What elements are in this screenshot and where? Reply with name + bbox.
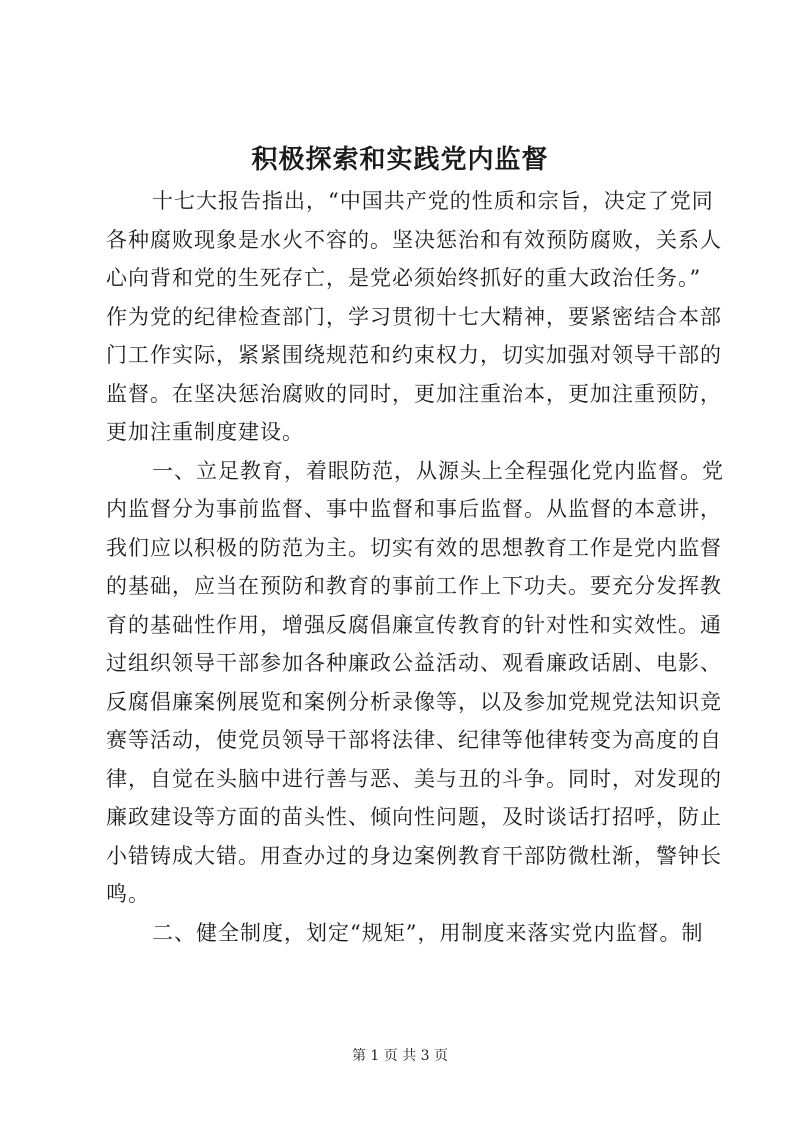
text-line: 律，自觉在头脑中进行善与恶、美与丑的斗争。同时，对发现的 xyxy=(106,766,722,791)
text-line: 的基础，应当在预防和教育的事前工作上下功夫。要充分发挥教 xyxy=(106,574,722,598)
paragraph-intro xyxy=(106,182,722,452)
text-line: 各种腐败现象是水火不容的。坚决惩治和有效预防腐败，关系人 xyxy=(106,227,722,252)
page-footer: 第 1 页 共 3 页 xyxy=(351,1048,449,1064)
text-line: 过组织领导干部参加各种廉政公益活动、观看廉政话剧、电影、 xyxy=(106,651,722,675)
text-line: 育的基础性作用，增强反腐倡廉宣传教育的针对性和实效性。通 xyxy=(106,612,722,637)
text-line: 廉政建设等方面的苗头性、倾向性问题，及时谈话打招呼，防止 xyxy=(106,805,722,829)
text-line: 一、立足教育，着眼防范，从源头上全程强化党内监督。党 xyxy=(152,458,724,483)
text-line: 作为党的纪律检查部门，学习贯彻十七大精神，要紧密结合本部 xyxy=(106,304,722,329)
text-line: 赛等活动，使党员领导干部将法律、纪律等他律转变为高度的自 xyxy=(106,728,722,752)
document-body xyxy=(106,182,724,952)
text-line: 门工作实际，紧紧围绕规范和约束权力，切实加强对领导干部的 xyxy=(106,343,722,367)
text-line: 内监督分为事前监督、事中监督和事后监督。从监督的本意讲， xyxy=(106,497,722,521)
text-line: 十七大报告指出，“中国共产党的性质和宗旨，决定了党同 xyxy=(152,189,714,213)
text-line: 我们应以积极的防范为主。切实有效的思想教育工作是党内监督 xyxy=(106,535,722,560)
paragraph-section-two xyxy=(106,914,706,953)
text-line: 小错铸成大错。用查办过的身边案例教育干部防微杜渐，警钟长 xyxy=(106,843,722,868)
text-line: 心向背和党的生死存亡，是党必须始终抓好的重大政治任务。” xyxy=(106,266,702,290)
text-line: 二、健全制度，划定“规矩”，用制度来落实党内监督。制 xyxy=(152,920,704,945)
document-title: 积极探索和实践党内监督 xyxy=(251,145,549,175)
text-line: 鸣。 xyxy=(106,882,150,906)
text-line: 反腐倡廉案例展览和案例分析录像等，以及参加党规党法知识竞 xyxy=(106,689,722,714)
text-line: 更加注重制度建设。 xyxy=(106,420,304,444)
paragraph-section-one xyxy=(106,452,724,914)
text-line: 监督。在坚决惩治腐败的同时，更加注重治本，更加注重预防， xyxy=(106,381,722,406)
